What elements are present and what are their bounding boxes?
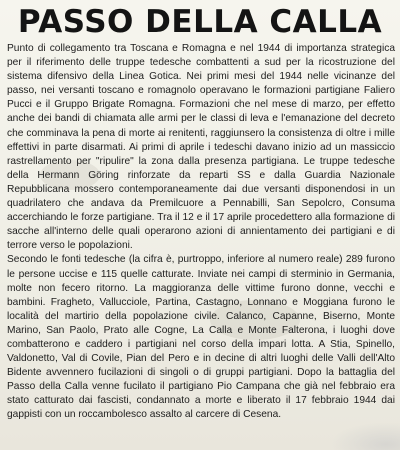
light-glare bbox=[330, 422, 400, 450]
sign-paragraph-2: Secondo le fonti tedesche (la cifra è, purtroppo, inferiore al numero reale) 289 furono le persone uccise e 115 quelle catturate. Inviate nei campi di sterminio in Germania, molte non fecero ritorno. La maggioranza delle vittime furono donne, vecchi e bambini. Fragheto, Vallucciole, Partina, Castagno, Lonnano e Moggiana furono le località del martirio della popolazione civile. Calanco, Capanne, Biserno, Monte Marino, San Paolo, Prato alle Cogne, La Calla e Monte Falterona, i luoghi dove combatterono e caddero i partigiani nel corso della impari lotta. A Stia, Spinello, Valdonetto, Val di Covile, Pian del Pero e in decine di altri luoghi delle Valli dell'Alto Bidente avvennero fucilazioni di singoli o di gruppi partigiani. Dopo la battaglia del Passo della Calla venne fucilato il partigiano Pio Campana che già nel febbraio era stato catturato dai fascisti, condannato a morte e liberato il 17 febbraio 1944 dai gappisti con un roccambolesco assalto al carcere di Cesena. bbox=[7, 254, 395, 421]
sign-paragraph-1: Punto di collegamento tra Toscana e Romagna e nel 1944 di importanza strategica per il riferimento delle truppe tedesche combattenti a sud per la ricostruzione del sistema difensivo della Linea Gotica. Nei primi mesi del 1944 nelle vicinanze del passo, nei versanti toscano e romagnolo operavano le formazioni partigiane Faliero Pucci e il Gruppo Brigate Romagna. Formazioni che nel mese di marzo, per effetto anche dei bandi di chiamata alle armi per le classi di leva e l'emanazione del decreto che comminava la pena di morte ai renitenti, raggiunsero la consistenza di oltre i mille effettivi in parte disarmati. Ai primi di aprile i tedeschi davano inizio ad un massiccio rastrellamento per "ripulire" la zona dalla presenza partigiana. Le truppe tedesche della Hermann Göring rinforzate da reparti SS e dalla Guardia Nazionale Repubblicana mossero contemporaneamente dai due versanti disponendosi in un quadrilatero che andava da Premilcuore a Pennabilli, San Sepolcro, Consuma accerchiando le forze partigiane. Tra il 12 e il 17 aprile procedettero alla formazione di sacche all'interno delle quali operarono azioni di annientamento dei partigiani e di terrore verso le popolazioni. bbox=[7, 43, 395, 252]
sign-title: PASSO DELLA CALLA bbox=[17, 4, 383, 40]
sign-body bbox=[7, 42, 395, 423]
